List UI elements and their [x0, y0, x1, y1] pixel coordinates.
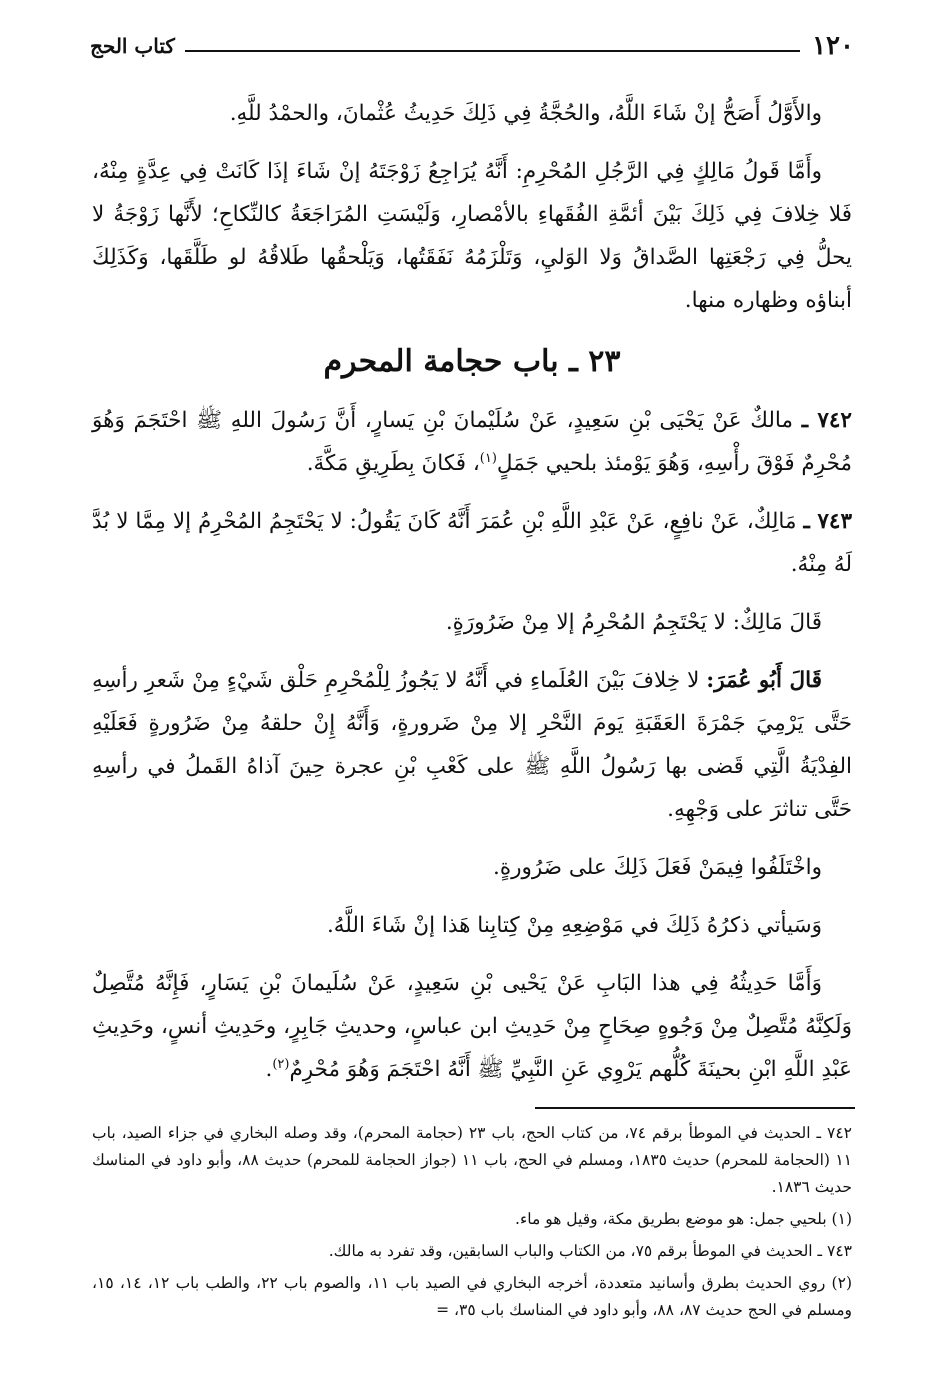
- footnote-divider: [535, 1107, 855, 1109]
- hadith-743-number: ٧٤٣ ـ: [803, 509, 852, 534]
- footnote-743: ٧٤٣ ـ الحديث في الموطأ برقم ٧٥، من الكتاب والباب السابقين، وقد تفرد به مالك.: [328, 1242, 852, 1260]
- malik-statement: قَالَ مَالِكٌ: لا يَحْتَجِمُ المُحْرِمُ إلا مِنْ ضَرُورَةٍ.: [445, 610, 822, 635]
- ikhtalafu-paragraph: واخْتَلَفُوا فِيمَنْ فَعَلَ ذَلِكَ على ضَرُورةٍ.: [493, 855, 822, 880]
- hadith-743-text: مَالِكٌ، عَنْ نافِعٍ، عَنْ عَبْدِ اللَّهِ بْنِ عُمَرَ أَنَّهُ كَانَ يَقُولُ: لا يَحْتَجِمُ المُحْرِمُ إلا مِمَّا لا بُدَّ لَهُ مِنْهُ.: [92, 509, 852, 577]
- amma-text-end: .: [265, 1057, 273, 1082]
- amma-text: وَأَمَّا حَدِيثُهُ فِي هذا البَابِ عَنْ يَحْيى بْنِ سَعِيدٍ، عَنْ سُلَيمانَ بْنِ يَسَارٍ، فَإِنَّهُ مُتَّصِلٌ وَلَكِنَّهُ مُتَّصِلٌ مِنْ وَجُوهٍ صِحَاحٍ مِنْ حَدِيثِ ابن عباسٍ، وحديثِ جَابِرٍ، وحَدِيثِ أنسٍ، وحَدِيثِ عَبْدِ اللَّهِ ابْنِ بحينَةَ كُلُّهم يَرْوِي عَنِ النَّبِيِّ ﷺ أَنَّهُ احْتَجَمَ وَهُوَ مُحْرِمٌ: [92, 971, 852, 1082]
- book-title: كتاب الحج: [90, 34, 175, 58]
- running-header: [90, 28, 854, 64]
- footnote-1: (١) بلحيي جمل: هو موضع بطريق مكة، وقيل هو ماء.: [515, 1210, 852, 1228]
- footnote-ref-1: (١): [479, 450, 497, 466]
- hadith-743: [92, 500, 852, 586]
- main-text: [92, 92, 852, 1106]
- abu-umar-paragraph: [92, 659, 852, 831]
- amma-hadithuhu-paragraph: [92, 962, 852, 1091]
- footnotes: [92, 1120, 852, 1329]
- hadith-742-text-end: ، فَكانَ بِطَرِيقِ مَكَّةَ.: [306, 451, 480, 476]
- abu-umar-label: قَالَ أَبُو عُمَرَ:: [706, 668, 822, 693]
- chapter-title: ٢٣ ـ باب حجامة المحرم: [323, 344, 621, 379]
- header-rule: [185, 50, 800, 52]
- page-number: ١٢٠: [812, 31, 854, 61]
- footnote-ref-2: (٢): [272, 1056, 290, 1072]
- hadith-742: [92, 399, 852, 485]
- sayati-paragraph: وَسَيأتي ذكرُهُ ذَلِكَ في مَوْضِعِهِ مِنْ كِتابِنا هَذا إنْ شَاءَ اللَّهُ.: [326, 913, 822, 938]
- hadith-742-number: ٧٤٢ ـ: [801, 408, 852, 433]
- paragraph-1: والأَوَّلُ أَصَحُّ إنْ شَاءَ اللَّهُ، والحُجَّةُ فِي ذَلِكَ حَدِيثُ عُثْمانَ، والحمْدُ للَّهِ.: [229, 101, 822, 126]
- footnote-2: (٢) روي الحديث بطرق وأسانيد متعددة، أخرجه البخاري في الصيد باب ١١، والصوم باب ٢٢، والطب باب ١٢، ١٤، ١٥، ومسلم في الحج حديث ٨٧، ٨٨، وأبو داود في المناسك باب ٣٥، =: [92, 1274, 852, 1319]
- footnote-742: ٧٤٢ ـ الحديث في الموطأ برقم ٧٤، من كتاب الحج، باب ٢٣ (حجامة المحرم)، وقد وصله البخاري في جزاء الصيد، باب ١١ (الحجامة للمحرم) حديث ١٨٣٥، ومسلم في الحج، باب ١١ (جواز الحجامة للمحرم) حديث ٨٨، وأبو داود في المناسك حديث ١٨٣٦.: [92, 1124, 852, 1196]
- hadith-742-text: مالكٌ عَنْ يَحْيَى بْنِ سَعِيدٍ، عَنْ سُلَيْمانَ بْنِ يَسارٍ، أَنَّ رَسُولَ اللهِ ﷺ احْتَجَمَ وَهُوَ مُحْرِمٌ فَوْقَ رأْسِهِ، وَهُوَ يَوْمئذ بلحيي جَمَلٍ: [92, 408, 852, 476]
- abu-umar-text: لا خِلافَ بَيْنَ العُلَماءِ في أَنَّهُ لا يَجُوزُ لِلْمُحْرِمِ حَلْق شَيْءٍ مِنْ شَعرِ رأسِهِ حَتَّى يَرْمِيَ جَمْرَةَ العَقَبَةِ يَومَ النَّحْرِ إلا مِنْ ضَرورةٍ، وَأَنَّهُ إِنْ حلقهُ مِنْ ضَرُورةٍ فَعَلَيْهِ الفِدْيَةُ الَّتِي قَضى بها رَسُولُ اللَّهِ ﷺ على كَعْبِ بْنِ عجرة حِينَ آذاهُ القَملُ في رأسِهِ حَتَّى تناثرَ على وَجْهِهِ.: [92, 668, 852, 822]
- paragraph-2: وأَمَّا قَولُ مَالِكٍ فِي الرَّجُلِ المُحْرِمِ: أَنَّهُ يُرَاجِعُ زَوْجَتَهُ إنْ شَاءَ إذَا كَانَتْ فِي عِدَّةٍ مِنْهُ، فَلا خِلافَ فِي ذَلِكَ بَيْنَ أئمَّةِ الفُقَهاءِ بالأمْصارِ، وَلَيْسَتِ المُرَاجَعَةُ كالنِّكاحِ؛ لأَنَّها زَوْجَةُ لا يحلُّ فِي رَجْعَتِها الصَّداقُ وَلا الوَليِ، وَتَلْزَمُهُ نَفَقَتُها، وَيَلْحقُها طَلاقُهُ لو طَلَّقَها، وَكَذَلِكَ أبناؤه وظهاره منها.: [92, 159, 852, 313]
